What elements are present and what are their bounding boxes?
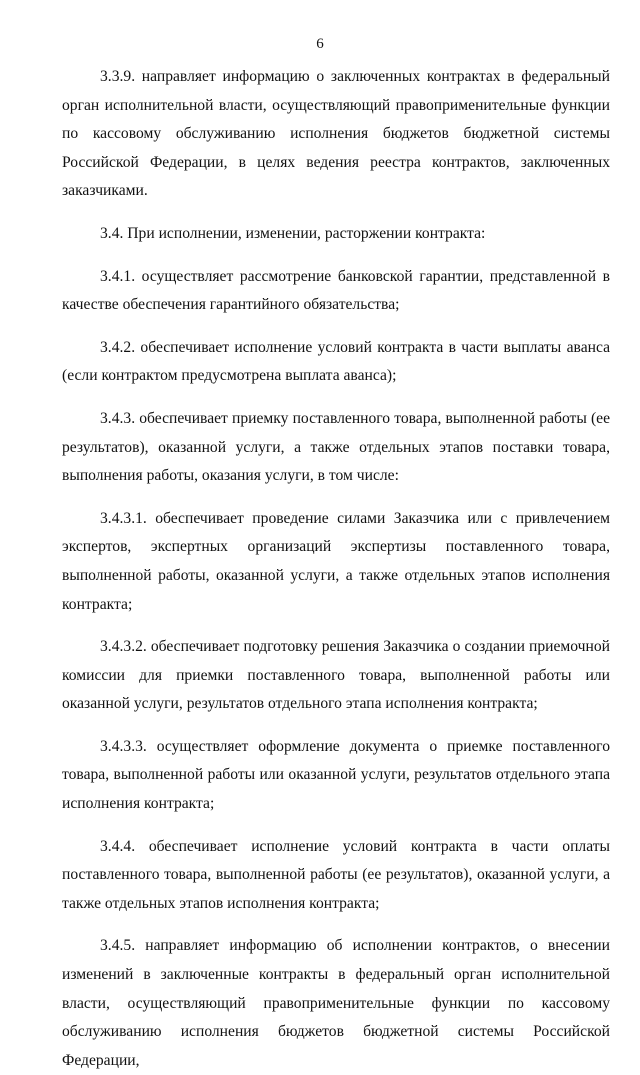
paragraph-3-4: 3.4. При исполнении, изменении, расторжении контракта: — [100, 224, 486, 242]
paragraph-3-4-1: 3.4.1. осуществляет рассмотрение банковской гарантии, представленной в качестве обеспечения гарантийного обязательства; — [62, 267, 610, 314]
paragraph-3-4-2: 3.4.2. обеспечивает исполнение условий контракта в части выплаты аванса (если контрактом предусмотрена выплата аванса); — [62, 338, 610, 385]
document-body — [62, 63, 610, 1075]
paragraph-3-4-3-1: 3.4.3.1. обеспечивает проведение силами Заказчика или с привлечением экспертов, экспертных организаций экспертизы поставленного товара, выполненной работы, оказанной услуги, а также отдельных этапов исполнения контракта; — [62, 509, 610, 613]
paragraph-3-4-3-3: 3.4.3.3. осуществляет оформление документа о приемке поставленного товара, выполненной работы или оказанной услуги, результатов отдельного этапа исполнения контракта; — [62, 737, 610, 813]
paragraph-3-3-9: 3.3.9. направляет информацию о заключенных контрактах в федеральный орган исполнительной власти, осуществляющий правоприменительные функции по кассовому обслуживанию исполнения бюджетов бюджетной системы Российской Федерации, в целях ведения реестра контрактов, заключенных заказчиками. — [62, 68, 610, 200]
page-number: 6 — [316, 36, 324, 52]
paragraph-3-4-3-2: 3.4.3.2. обеспечивает подготовку решения Заказчика о создании приемочной комиссии для приемки поставленного товара, выполненной работы или оказанной услуги, результатов отдельного этапа исполнения контракта; — [62, 638, 610, 713]
paragraph-3-4-4: 3.4.4. обеспечивает исполнение условий контракта в части оплаты поставленного товара, выполненной работы (ее результатов), оказанной услуги, а также отдельных этапов исполнения контракта; — [62, 837, 610, 912]
paragraph-3-4-3: 3.4.3. обеспечивает приемку поставленного товара, выполненной работы (ее результатов), оказанной услуги, а также отдельных этапов поставки товара, выполнения работы, оказания услуги, в том числе: — [62, 409, 610, 485]
paragraph-3-4-5: 3.4.5. направляет информацию об исполнении контрактов, о внесении изменений в заключенные контракты в федеральный орган исполнительной власти, осуществляющий правоприменительные функции по кассовому обслуживанию исполнения бюджетов бюджетной системы Российской Федерации, — [62, 937, 610, 1069]
